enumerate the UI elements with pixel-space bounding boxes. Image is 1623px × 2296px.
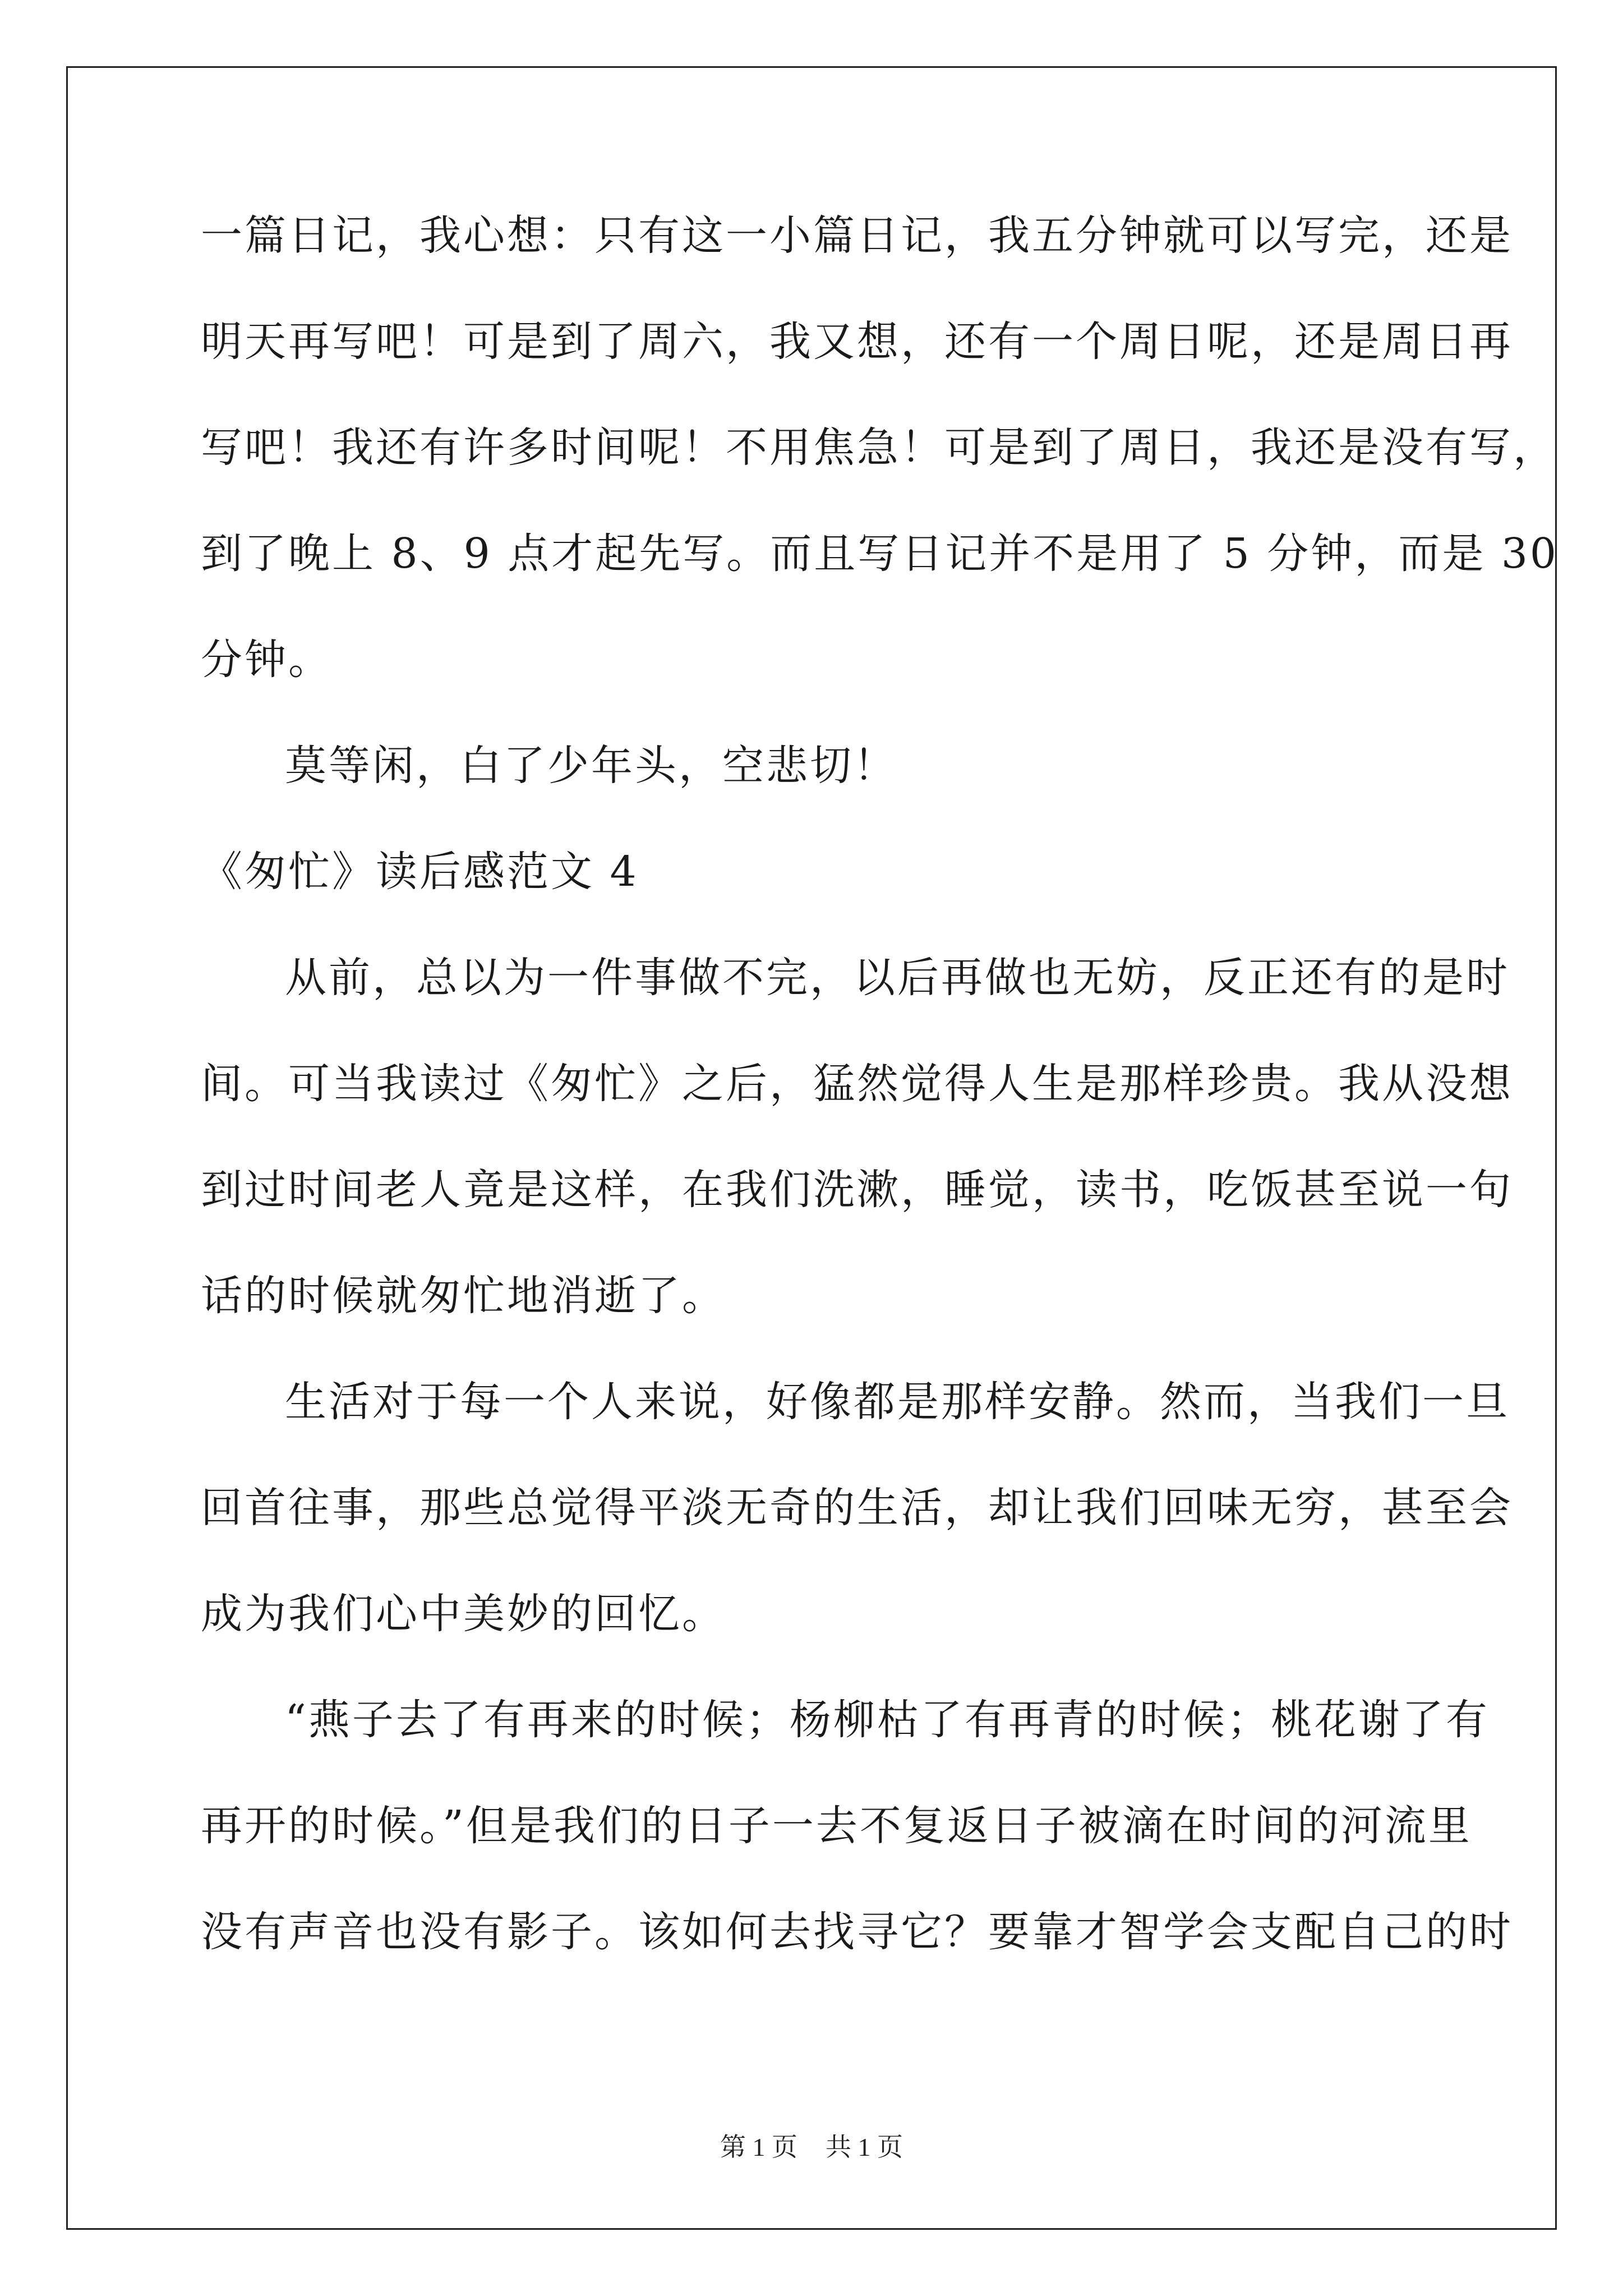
text-line: 话的时候就匆忙地消逝了。: [201, 1272, 726, 1320]
text-line: 成为我们心中美妙的回忆。: [201, 1590, 726, 1638]
text-line: 到了晚上 8、9 点才起先写。而且写日记并不是用了 5 分钟，而是 30: [201, 530, 1559, 578]
text-line: 一篇日记，我心想：只有这一小篇日记，我五分钟就可以写完，还是: [201, 211, 1513, 260]
section-heading: 《匆忙》读后感范文 4: [201, 848, 639, 896]
text-line: 到过时间老人竟是这样，在我们洗漱，睡觉，读书，吃饭甚至说一句: [201, 1166, 1513, 1214]
text-line: 明天再写吧！可是到了周六，我又想，还有一个周日呢，还是周日再: [201, 318, 1513, 366]
document-body: [201, 211, 1559, 2016]
text-line: 生活对于每一个人来说，好像都是那样安静。然而，当我们一旦: [285, 1378, 1510, 1426]
text-line: “燕子去了有再来的时候；杨柳枯了有再青的时候；桃花谢了有: [285, 1696, 1490, 1744]
text-line: 写吧！我还有许多时间呢！不用焦急！可是到了周日，我还是没有写，: [201, 424, 1557, 472]
page-footer: [0, 2132, 1623, 2163]
page-number: 第 1 页: [720, 2133, 797, 2161]
text-line: 间。可当我读过《匆忙》之后，猛然觉得人生是那样珍贵。我从没想: [201, 1060, 1513, 1108]
text-line: 回首往事，那些总觉得平淡无奇的生活，却让我们回味无穷，甚至会: [201, 1484, 1513, 1532]
text-line: 没有声音也没有影子。该如何去找寻它？要靠才智学会支配自己的时: [201, 1908, 1513, 1956]
text-line: 分钟。: [201, 636, 332, 684]
text-line: 从前，总以为一件事做不完，以后再做也无妨，反正还有的是时: [285, 954, 1510, 1002]
total-pages: 共 1 页: [826, 2133, 903, 2161]
text-line: 再开的时候。”但是我们的日子一去不复返日子被滴在时间的河流里: [201, 1802, 1472, 1850]
text-line: 莫等闲，白了少年头，空悲切！: [285, 742, 897, 790]
